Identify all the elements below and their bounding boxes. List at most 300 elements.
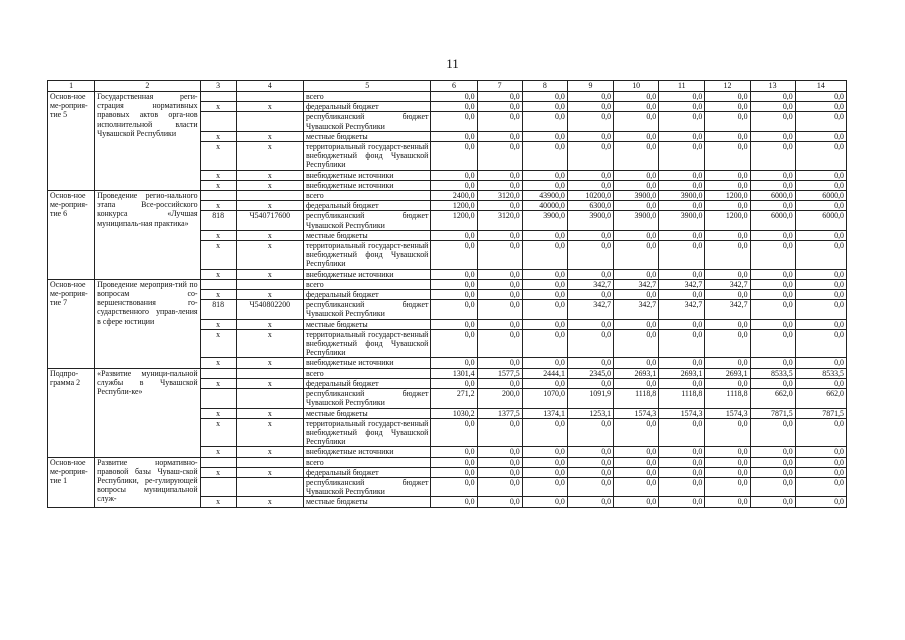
amount-cell: 0,0 bbox=[659, 290, 705, 300]
budget-code-cell: х bbox=[200, 378, 236, 388]
budget-code-cell bbox=[200, 368, 236, 378]
amount-cell: 0,0 bbox=[750, 142, 795, 171]
amount-cell: 1574,3 bbox=[614, 408, 659, 418]
amount-cell: 0,0 bbox=[795, 201, 846, 211]
amount-cell: 0,0 bbox=[477, 497, 522, 507]
target-code-cell: х bbox=[236, 329, 303, 358]
amount-cell: 1200,0 bbox=[431, 211, 477, 230]
amount-cell: 0,0 bbox=[659, 497, 705, 507]
amount-cell: 0,0 bbox=[567, 457, 613, 467]
amount-cell: 0,0 bbox=[795, 170, 846, 180]
amount-cell: 0,0 bbox=[659, 112, 705, 131]
amount-cell: 0,0 bbox=[795, 319, 846, 329]
amount-cell: 40000,0 bbox=[522, 201, 567, 211]
column-header: 3 bbox=[200, 81, 236, 92]
amount-cell: 0,0 bbox=[750, 319, 795, 329]
funding-source: всего bbox=[303, 368, 430, 378]
amount-cell: 0,0 bbox=[795, 269, 846, 279]
amount-cell: 0,0 bbox=[750, 467, 795, 477]
amount-cell: 0,0 bbox=[705, 142, 750, 171]
amount-cell: 0,0 bbox=[705, 180, 750, 190]
amount-cell: 0,0 bbox=[477, 112, 522, 131]
amount-cell: 0,0 bbox=[477, 319, 522, 329]
funding-source: федеральный бюджет bbox=[303, 201, 430, 211]
amount-cell: 0,0 bbox=[567, 467, 613, 477]
amount-cell: 6000,0 bbox=[750, 211, 795, 230]
amount-cell: 8533,5 bbox=[750, 368, 795, 378]
target-code-cell: х bbox=[236, 290, 303, 300]
funding-source: местные бюджеты bbox=[303, 319, 430, 329]
column-header: 1 bbox=[48, 81, 95, 92]
amount-cell: 0,0 bbox=[567, 497, 613, 507]
amount-cell: 0,0 bbox=[750, 457, 795, 467]
amount-cell: 6000,0 bbox=[795, 191, 846, 201]
amount-cell: 0,0 bbox=[750, 447, 795, 457]
amount-cell: 1200,0 bbox=[431, 201, 477, 211]
amount-cell: 0,0 bbox=[522, 358, 567, 368]
amount-cell: 0,0 bbox=[659, 457, 705, 467]
amount-cell: 8533,5 bbox=[795, 368, 846, 378]
amount-cell: 0,0 bbox=[477, 230, 522, 240]
amount-cell: 0,0 bbox=[750, 102, 795, 112]
amount-cell: 0,0 bbox=[750, 358, 795, 368]
amount-cell: 0,0 bbox=[795, 447, 846, 457]
amount-cell: 1377,5 bbox=[477, 408, 522, 418]
budget-code-cell: 818 bbox=[200, 211, 236, 230]
amount-cell: 1301,4 bbox=[431, 368, 477, 378]
amount-cell: 0,0 bbox=[477, 279, 522, 289]
amount-cell: 0,0 bbox=[659, 467, 705, 477]
amount-cell: 0,0 bbox=[705, 497, 750, 507]
budget-code-cell: х bbox=[200, 358, 236, 368]
amount-cell: 0,0 bbox=[795, 230, 846, 240]
amount-cell: 0,0 bbox=[522, 180, 567, 190]
amount-cell: 0,0 bbox=[567, 142, 613, 171]
target-code-cell: Ч540717600 bbox=[236, 211, 303, 230]
amount-cell: 0,0 bbox=[659, 418, 705, 447]
target-code-cell: х bbox=[236, 102, 303, 112]
amount-cell: 0,0 bbox=[750, 300, 795, 319]
amount-cell: 0,0 bbox=[659, 131, 705, 141]
amount-cell: 0,0 bbox=[795, 418, 846, 447]
target-code-cell: Ч540802200 bbox=[236, 300, 303, 319]
amount-cell: 0,0 bbox=[705, 102, 750, 112]
amount-cell: 0,0 bbox=[477, 457, 522, 467]
amount-cell: 0,0 bbox=[795, 290, 846, 300]
amount-cell: 0,0 bbox=[522, 418, 567, 447]
budget-code-cell bbox=[200, 279, 236, 289]
amount-cell: 0,0 bbox=[705, 230, 750, 240]
amount-cell: 0,0 bbox=[522, 269, 567, 279]
amount-cell: 0,0 bbox=[522, 92, 567, 102]
amount-cell: 0,0 bbox=[431, 477, 477, 496]
funding-source: республиканский бюджет Чувашской Республики bbox=[303, 300, 430, 319]
table-row bbox=[48, 92, 847, 102]
amount-cell: 0,0 bbox=[705, 378, 750, 388]
amount-cell: 0,0 bbox=[567, 230, 613, 240]
target-code-cell: х bbox=[236, 418, 303, 447]
amount-cell: 0,0 bbox=[614, 102, 659, 112]
amount-cell: 0,0 bbox=[750, 269, 795, 279]
amount-cell: 0,0 bbox=[522, 142, 567, 171]
amount-cell: 0,0 bbox=[522, 467, 567, 477]
budget-code-cell: х bbox=[200, 418, 236, 447]
amount-cell: 0,0 bbox=[614, 201, 659, 211]
amount-cell: 0,0 bbox=[705, 201, 750, 211]
amount-cell: 0,0 bbox=[567, 329, 613, 358]
target-code-cell: х bbox=[236, 241, 303, 270]
target-code-cell: х bbox=[236, 447, 303, 457]
amount-cell: 3900,0 bbox=[614, 191, 659, 201]
amount-cell: 0,0 bbox=[795, 457, 846, 467]
amount-cell: 2693,1 bbox=[705, 368, 750, 378]
amount-cell: 0,0 bbox=[567, 378, 613, 388]
amount-cell: 342,7 bbox=[705, 300, 750, 319]
column-header: 6 bbox=[431, 81, 477, 92]
amount-cell: 0,0 bbox=[431, 170, 477, 180]
amount-cell: 0,0 bbox=[750, 131, 795, 141]
column-header: 2 bbox=[95, 81, 200, 92]
amount-cell: 0,0 bbox=[477, 131, 522, 141]
column-header: 7 bbox=[477, 81, 522, 92]
amount-cell: 0,0 bbox=[659, 201, 705, 211]
amount-cell: 0,0 bbox=[795, 467, 846, 477]
amount-cell: 0,0 bbox=[567, 112, 613, 131]
budget-code-cell: х bbox=[200, 170, 236, 180]
column-header: 14 bbox=[795, 81, 846, 92]
table-row bbox=[48, 191, 847, 201]
funding-source: республиканский бюджет Чувашской Республики bbox=[303, 389, 430, 408]
amount-cell: 0,0 bbox=[659, 180, 705, 190]
column-header: 10 bbox=[614, 81, 659, 92]
funding-source: внебюджетные источники bbox=[303, 170, 430, 180]
amount-cell: 0,0 bbox=[431, 358, 477, 368]
amount-cell: 0,0 bbox=[795, 102, 846, 112]
column-header: 9 bbox=[567, 81, 613, 92]
target-code-cell: х bbox=[236, 269, 303, 279]
amount-cell: 1118,8 bbox=[705, 389, 750, 408]
funding-source: всего bbox=[303, 279, 430, 289]
amount-cell: 7871,5 bbox=[750, 408, 795, 418]
amount-cell: 0,0 bbox=[659, 319, 705, 329]
amount-cell: 0,0 bbox=[477, 447, 522, 457]
amount-cell: 0,0 bbox=[750, 290, 795, 300]
amount-cell: 0,0 bbox=[659, 447, 705, 457]
amount-cell: 0,0 bbox=[567, 180, 613, 190]
amount-cell: 3900,0 bbox=[567, 211, 613, 230]
amount-cell: 0,0 bbox=[431, 447, 477, 457]
amount-cell: 0,0 bbox=[659, 269, 705, 279]
amount-cell: 0,0 bbox=[522, 230, 567, 240]
amount-cell: 0,0 bbox=[431, 142, 477, 171]
amount-cell: 0,0 bbox=[431, 269, 477, 279]
amount-cell: 0,0 bbox=[705, 319, 750, 329]
measure-description: Проведение регио-нального этапа Все-российского конкурса «Лучшая муниципаль-ная практика» bbox=[95, 191, 200, 280]
column-header: 5 bbox=[303, 81, 430, 92]
amount-cell: 0,0 bbox=[614, 142, 659, 171]
amount-cell: 0,0 bbox=[431, 92, 477, 102]
amount-cell: 0,0 bbox=[705, 241, 750, 270]
budget-code-cell: х bbox=[200, 180, 236, 190]
budget-table bbox=[47, 80, 847, 508]
amount-cell: 0,0 bbox=[477, 142, 522, 171]
amount-cell: 0,0 bbox=[522, 241, 567, 270]
amount-cell: 0,0 bbox=[705, 447, 750, 457]
amount-cell: 0,0 bbox=[477, 290, 522, 300]
amount-cell: 0,0 bbox=[795, 241, 846, 270]
column-header: 4 bbox=[236, 81, 303, 92]
amount-cell: 0,0 bbox=[705, 92, 750, 102]
budget-code-cell: х bbox=[200, 290, 236, 300]
amount-cell: 0,0 bbox=[522, 477, 567, 496]
amount-cell: 0,0 bbox=[614, 230, 659, 240]
amount-cell: 0,0 bbox=[750, 92, 795, 102]
target-code-cell: х bbox=[236, 319, 303, 329]
target-code-cell bbox=[236, 279, 303, 289]
amount-cell: 0,0 bbox=[567, 241, 613, 270]
amount-cell: 0,0 bbox=[659, 378, 705, 388]
budget-code-cell: х bbox=[200, 142, 236, 171]
amount-cell: 1200,0 bbox=[705, 191, 750, 201]
amount-cell: 1118,8 bbox=[614, 389, 659, 408]
budget-code-cell: х bbox=[200, 319, 236, 329]
amount-cell: 0,0 bbox=[659, 477, 705, 496]
amount-cell: 3120,0 bbox=[477, 191, 522, 201]
amount-cell: 0,0 bbox=[614, 319, 659, 329]
amount-cell: 3900,0 bbox=[614, 211, 659, 230]
amount-cell: 0,0 bbox=[750, 180, 795, 190]
amount-cell: 0,0 bbox=[705, 290, 750, 300]
amount-cell: 0,0 bbox=[522, 329, 567, 358]
funding-source: местные бюджеты bbox=[303, 497, 430, 507]
amount-cell: 0,0 bbox=[431, 378, 477, 388]
budget-code-cell: х bbox=[200, 102, 236, 112]
amount-cell: 0,0 bbox=[477, 329, 522, 358]
amount-cell: 0,0 bbox=[431, 279, 477, 289]
target-code-cell: х bbox=[236, 131, 303, 141]
target-code-cell: х bbox=[236, 180, 303, 190]
amount-cell: 0,0 bbox=[795, 329, 846, 358]
funding-source: внебюджетные источники bbox=[303, 269, 430, 279]
amount-cell: 0,0 bbox=[795, 300, 846, 319]
budget-code-cell: х bbox=[200, 447, 236, 457]
funding-source: всего bbox=[303, 191, 430, 201]
budget-code-cell bbox=[200, 389, 236, 408]
measure-title: Подпро-грамма 2 bbox=[48, 368, 95, 457]
amount-cell: 0,0 bbox=[659, 241, 705, 270]
amount-cell: 342,7 bbox=[567, 300, 613, 319]
amount-cell: 0,0 bbox=[659, 142, 705, 171]
amount-cell: 0,0 bbox=[522, 112, 567, 131]
amount-cell: 0,0 bbox=[614, 329, 659, 358]
budget-code-cell: х bbox=[200, 269, 236, 279]
amount-cell: 0,0 bbox=[477, 241, 522, 270]
target-code-cell bbox=[236, 477, 303, 496]
amount-cell: 0,0 bbox=[750, 477, 795, 496]
budget-code-cell: 818 bbox=[200, 300, 236, 319]
amount-cell: 6300,0 bbox=[567, 201, 613, 211]
amount-cell: 0,0 bbox=[522, 378, 567, 388]
header-row bbox=[48, 81, 847, 92]
amount-cell: 0,0 bbox=[705, 477, 750, 496]
budget-code-cell: х bbox=[200, 408, 236, 418]
amount-cell: 0,0 bbox=[522, 131, 567, 141]
amount-cell: 1091,9 bbox=[567, 389, 613, 408]
amount-cell: 1253,1 bbox=[567, 408, 613, 418]
amount-cell: 0,0 bbox=[659, 230, 705, 240]
budget-code-cell bbox=[200, 191, 236, 201]
amount-cell: 2693,1 bbox=[659, 368, 705, 378]
amount-cell: 0,0 bbox=[614, 477, 659, 496]
budget-code-cell bbox=[200, 457, 236, 467]
budget-code-cell: х bbox=[200, 201, 236, 211]
target-code-cell: х bbox=[236, 497, 303, 507]
amount-cell: 1374,1 bbox=[522, 408, 567, 418]
budget-code-cell: х bbox=[200, 497, 236, 507]
amount-cell: 0,0 bbox=[795, 279, 846, 289]
amount-cell: 1574,3 bbox=[705, 408, 750, 418]
amount-cell: 0,0 bbox=[567, 418, 613, 447]
budget-code-cell: х bbox=[200, 467, 236, 477]
amount-cell: 0,0 bbox=[795, 378, 846, 388]
target-code-cell: х bbox=[236, 378, 303, 388]
amount-cell: 2693,1 bbox=[614, 368, 659, 378]
amount-cell: 0,0 bbox=[431, 290, 477, 300]
amount-cell: 0,0 bbox=[750, 170, 795, 180]
amount-cell: 200,0 bbox=[477, 389, 522, 408]
amount-cell: 0,0 bbox=[477, 477, 522, 496]
amount-cell: 0,0 bbox=[567, 477, 613, 496]
amount-cell: 0,0 bbox=[477, 378, 522, 388]
amount-cell: 0,0 bbox=[567, 447, 613, 457]
amount-cell: 0,0 bbox=[659, 92, 705, 102]
page-number: 11 bbox=[446, 56, 459, 71]
amount-cell: 0,0 bbox=[431, 457, 477, 467]
amount-cell: 0,0 bbox=[614, 131, 659, 141]
amount-cell: 0,0 bbox=[795, 142, 846, 171]
funding-source: внебюджетные источники bbox=[303, 447, 430, 457]
funding-source: местные бюджеты bbox=[303, 230, 430, 240]
amount-cell: 0,0 bbox=[522, 497, 567, 507]
funding-source: местные бюджеты bbox=[303, 131, 430, 141]
target-code-cell bbox=[236, 191, 303, 201]
amount-cell: 0,0 bbox=[431, 497, 477, 507]
amount-cell: 0,0 bbox=[705, 112, 750, 131]
target-code-cell bbox=[236, 457, 303, 467]
amount-cell: 0,0 bbox=[477, 467, 522, 477]
funding-source: республиканский бюджет Чувашской Республики bbox=[303, 211, 430, 230]
measure-title: Основ-ное ме-роприя-тие 7 bbox=[48, 279, 95, 368]
amount-cell: 0,0 bbox=[795, 92, 846, 102]
amount-cell: 342,7 bbox=[705, 279, 750, 289]
amount-cell: 0,0 bbox=[477, 418, 522, 447]
amount-cell: 0,0 bbox=[431, 329, 477, 358]
amount-cell: 3120,0 bbox=[477, 211, 522, 230]
amount-cell: 1200,0 bbox=[705, 211, 750, 230]
amount-cell: 0,0 bbox=[750, 230, 795, 240]
amount-cell: 0,0 bbox=[522, 102, 567, 112]
amount-cell: 342,7 bbox=[659, 300, 705, 319]
amount-cell: 0,0 bbox=[705, 131, 750, 141]
funding-source: внебюджетные источники bbox=[303, 358, 430, 368]
amount-cell: 0,0 bbox=[431, 102, 477, 112]
measure-title: Основ-ное ме-роприя-тие 5 bbox=[48, 92, 95, 191]
measure-description: «Развитие муници-пальной службы в Чувашской Республи-ке» bbox=[95, 368, 200, 457]
amount-cell: 0,0 bbox=[795, 358, 846, 368]
amount-cell: 0,0 bbox=[614, 497, 659, 507]
column-header: 13 bbox=[750, 81, 795, 92]
amount-cell: 0,0 bbox=[567, 319, 613, 329]
amount-cell: 0,0 bbox=[431, 467, 477, 477]
amount-cell: 0,0 bbox=[614, 378, 659, 388]
amount-cell: 0,0 bbox=[795, 180, 846, 190]
budget-code-cell: х bbox=[200, 131, 236, 141]
funding-source: территориальный государст-венный внебюджетный фонд Чувашской Республики bbox=[303, 241, 430, 270]
column-header: 12 bbox=[705, 81, 750, 92]
amount-cell: 0,0 bbox=[431, 241, 477, 270]
amount-cell: 0,0 bbox=[795, 112, 846, 131]
target-code-cell bbox=[236, 112, 303, 131]
funding-source: федеральный бюджет bbox=[303, 290, 430, 300]
amount-cell: 0,0 bbox=[614, 467, 659, 477]
amount-cell: 0,0 bbox=[614, 112, 659, 131]
amount-cell: 0,0 bbox=[705, 269, 750, 279]
target-code-cell: х bbox=[236, 467, 303, 477]
amount-cell: 0,0 bbox=[614, 241, 659, 270]
amount-cell: 0,0 bbox=[567, 358, 613, 368]
amount-cell: 0,0 bbox=[522, 457, 567, 467]
target-code-cell: х bbox=[236, 230, 303, 240]
funding-source: республиканский бюджет Чувашской Республики bbox=[303, 112, 430, 131]
amount-cell: 0,0 bbox=[477, 201, 522, 211]
amount-cell: 342,7 bbox=[659, 279, 705, 289]
measure-title: Основ-ное ме-роприя-тие 1 bbox=[48, 457, 95, 507]
funding-source: федеральный бюджет bbox=[303, 378, 430, 388]
funding-source: территориальный государст-венный внебюджетный фонд Чувашской Республики bbox=[303, 142, 430, 171]
amount-cell: 3900,0 bbox=[659, 191, 705, 201]
table-row bbox=[48, 457, 847, 467]
amount-cell: 0,0 bbox=[522, 170, 567, 180]
amount-cell: 0,0 bbox=[750, 201, 795, 211]
amount-cell: 10200,0 bbox=[567, 191, 613, 201]
amount-cell: 2400,0 bbox=[431, 191, 477, 201]
amount-cell: 0,0 bbox=[795, 131, 846, 141]
funding-source: территориальный государст-венный внебюджетный фонд Чувашской Республики bbox=[303, 329, 430, 358]
measure-title: Основ-ное ме-роприя-тие 6 bbox=[48, 191, 95, 280]
amount-cell: 0,0 bbox=[431, 319, 477, 329]
amount-cell: 662,0 bbox=[750, 389, 795, 408]
funding-source: внебюджетные источники bbox=[303, 180, 430, 190]
measure-description: Государственная реги-страция нормативных правовых актов орга-нов исполнительной власти Чувашской Республики bbox=[95, 92, 200, 191]
amount-cell: 0,0 bbox=[705, 170, 750, 180]
amount-cell: 2444,1 bbox=[522, 368, 567, 378]
funding-source: местные бюджеты bbox=[303, 408, 430, 418]
amount-cell: 0,0 bbox=[614, 290, 659, 300]
measure-description: Проведение мероприя-тий по вопросам со-вершенствования го-сударственного управ-ления в сфере юстиции bbox=[95, 279, 200, 368]
amount-cell: 0,0 bbox=[795, 497, 846, 507]
amount-cell: 0,0 bbox=[614, 447, 659, 457]
amount-cell: 0,0 bbox=[705, 329, 750, 358]
budget-code-cell bbox=[200, 112, 236, 131]
measure-description: Развитие нормативно-правовой базы Чуваш-ской Республики, ре-гулирующей вопросы муниципальной служ- bbox=[95, 457, 200, 507]
amount-cell: 0,0 bbox=[522, 279, 567, 289]
budget-code-cell: х bbox=[200, 230, 236, 240]
funding-source: республиканский бюджет Чувашской Республики bbox=[303, 477, 430, 496]
amount-cell: 1118,8 bbox=[659, 389, 705, 408]
amount-cell: 0,0 bbox=[750, 378, 795, 388]
amount-cell: 0,0 bbox=[614, 269, 659, 279]
amount-cell: 0,0 bbox=[431, 418, 477, 447]
